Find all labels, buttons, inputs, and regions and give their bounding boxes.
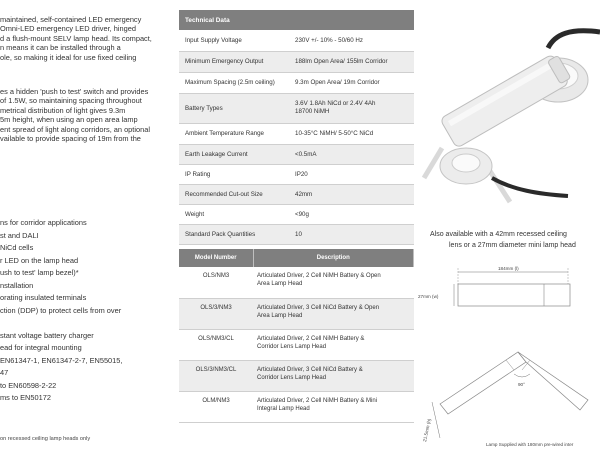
model-description	[253, 329, 414, 360]
description-line: Articulated Driver, 2 Cell NiMH Battery &	[257, 335, 365, 342]
table-row	[179, 30, 414, 51]
intro-line: Omni-LED emergency LED driver, hinged	[0, 24, 136, 34]
spec-label: Ambient Temperature Range	[179, 123, 289, 144]
detail-paragraph	[0, 87, 170, 143]
model-number: OLS/NM3/CL	[179, 329, 253, 360]
spec-value: <90g	[289, 204, 414, 224]
table-row	[179, 93, 414, 123]
table-row	[179, 204, 414, 224]
feature-item: st and DALI	[0, 230, 39, 240]
footnote: on recessed ceiling lamp heads only	[0, 436, 91, 442]
description-line: Corridor Lens Lamp Head	[257, 374, 327, 381]
table-row	[179, 164, 414, 184]
spec-value-line: 3.6V 1.8Ah NiCd or 2.4V 4Ah	[295, 100, 376, 107]
model-number-header: Model Number	[179, 249, 253, 267]
feature-item: ush to test' lamp bezel)*	[0, 268, 79, 277]
cable-note: Lamp Supplied with 180mm pre-wired inter	[486, 442, 574, 447]
model-number: OLS/3/NM3	[179, 298, 253, 329]
width-label: 27mm (w)	[418, 294, 439, 299]
articulated-outline	[440, 352, 588, 414]
dimension-diagram	[418, 262, 600, 450]
spec-value-line: 18700 NiMH	[295, 108, 330, 115]
spec-label: Battery Types	[179, 93, 289, 123]
side-label: 21.5mm (h)	[422, 418, 432, 443]
driver-outline	[458, 284, 570, 306]
spring-clip-icon	[424, 148, 442, 178]
table-row	[179, 144, 414, 164]
side-dimension-line	[432, 402, 440, 438]
detail-line: es a hidden 'push to test' switch and provides	[0, 87, 149, 96]
spec-value: 9.3m Open Area/ 19m Corridor	[289, 72, 414, 93]
technical-data-table	[179, 10, 414, 245]
description-line: Articulated Driver, 3 Cell NiCd Battery &	[257, 366, 363, 373]
table-row	[179, 391, 414, 422]
feature-item: ead for integral mounting	[0, 343, 82, 352]
availability-caption	[430, 229, 600, 251]
spec-label: Input Supply Voltage	[179, 30, 289, 51]
description-line: Integral Lamp Head	[257, 405, 310, 412]
feature-item: EN61347-1, EN61347-2-7, EN55015,	[0, 355, 123, 365]
spec-value: <0.5mA	[289, 144, 414, 164]
description-line: Area Lamp Head	[257, 312, 303, 319]
spec-label: Weight	[179, 204, 289, 224]
description-line: Articulated Driver, 3 Cell NiCd Battery & Open	[257, 304, 380, 311]
feature-list	[0, 218, 170, 406]
feature-item: 47	[0, 368, 9, 377]
model-table	[179, 249, 414, 423]
driver-unit-photo	[418, 18, 600, 214]
table-row	[179, 329, 414, 360]
caption-line: Also available with a 42mm recessed ceiling	[430, 231, 567, 238]
model-description	[253, 298, 414, 329]
table-row	[179, 360, 414, 391]
feature-item: ms to EN50172	[0, 393, 51, 402]
product-description	[0, 0, 170, 450]
spec-value: 42mm	[289, 184, 414, 204]
angle-label: 90°	[518, 382, 525, 387]
model-description	[253, 267, 414, 298]
table-row	[179, 123, 414, 144]
spec-label: Earth Leakage Current	[179, 144, 289, 164]
table-row	[179, 267, 414, 298]
driver-housing-icon	[440, 52, 573, 148]
feature-item: ction (DDP) to protect cells from over	[0, 305, 122, 315]
length-label: 184mm (l)	[498, 266, 519, 271]
feature-item: r LED on the lamp head	[0, 255, 79, 265]
table-row	[179, 72, 414, 93]
feature-item: ns for corridor applications	[0, 218, 87, 227]
intro-paragraph	[0, 15, 170, 62]
model-number: OLM/NM3	[179, 391, 253, 422]
technical-data-header: Technical Data	[179, 10, 414, 30]
description-line: Corridor Lens Lamp Head	[257, 343, 327, 350]
table-row	[179, 184, 414, 204]
spec-value: 10	[289, 224, 414, 244]
spec-label: Maximum Spacing (2.5m ceiling)	[179, 72, 289, 93]
table-header-row	[179, 249, 414, 267]
model-number: OLS/NM3	[179, 267, 253, 298]
intro-line: maintained, self-contained LED emergency	[0, 15, 142, 24]
spec-label: IP Rating	[179, 164, 289, 184]
model-description	[253, 360, 414, 391]
feature-item: nstallation	[0, 280, 34, 290]
table-row	[179, 298, 414, 329]
description-header: Description	[253, 249, 414, 267]
table-row	[179, 51, 414, 72]
spec-label: Recommended Cut-out Size	[179, 184, 289, 204]
spec-value: 10-35°C NiMH/ 5-50°C NiCd	[289, 123, 414, 144]
angle-arc	[514, 374, 530, 377]
feature-item: stant voltage battery charger	[0, 330, 94, 340]
spec-value: 230V +/- 10% - 50/60 Hz	[289, 30, 414, 51]
detail-line: metrical distribution of light gives 9.3m	[0, 105, 126, 115]
intro-line: d a flush-mount SELV lamp head. Its compact,	[0, 33, 152, 43]
intro-line: ole, so making it ideal for use fixed ceiling	[0, 52, 137, 62]
description-line: Area Lamp Head	[257, 281, 303, 287]
spec-label: Minimum Emergency Output	[179, 51, 289, 72]
detail-line: vailable to provide spacing of 19m from the	[0, 134, 141, 144]
corridor-lens-icon	[452, 154, 480, 172]
detail-line: ent spread of light along corridors, an optional	[0, 124, 150, 134]
table-row	[179, 224, 414, 244]
feature-item	[0, 318, 170, 331]
feature-item: NiCd cells	[0, 243, 34, 252]
spec-value	[289, 93, 414, 123]
model-description	[253, 391, 414, 422]
description-line: Articulated Driver, 2 Cell NiMH Battery & Open	[257, 273, 381, 279]
description-line: Articulated Driver, 2 Cell NiMH Battery & Mini	[257, 397, 378, 404]
spec-label: Standard Pack Quantities	[179, 224, 289, 244]
feature-item: to EN60598-2-22	[0, 380, 57, 390]
feature-item: orating insulated terminals	[0, 293, 87, 302]
spec-value: IP20	[289, 164, 414, 184]
table-header-row	[179, 10, 414, 30]
spec-value: 188lm Open Area/ 155lm Corridor	[289, 51, 414, 72]
caption-line: lens or a 27mm diameter mini lamp head	[449, 242, 576, 249]
detail-line: of 1.5W, so maintaining spacing throughout	[0, 96, 142, 106]
intro-line: n means it can be installed through a	[0, 43, 121, 53]
model-number: OLS/3/NM3/CL	[179, 360, 253, 391]
detail-line: 5m height, when using an open area lamp	[0, 115, 138, 125]
